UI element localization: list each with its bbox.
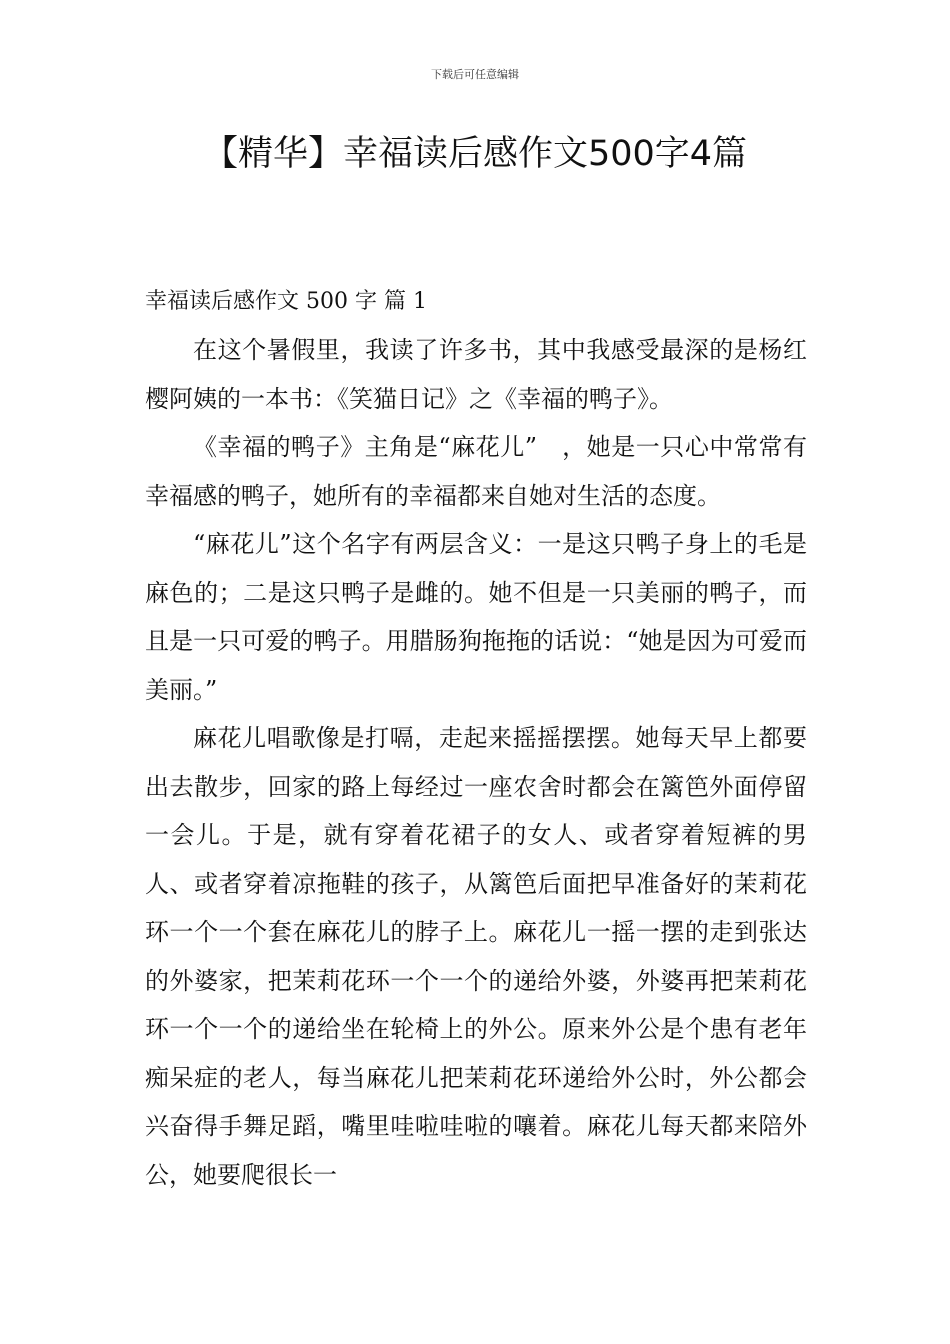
section-heading: 幸福读后感作文 500 字 篇 1 [145,289,427,314]
paragraph-4: 麻花儿唱歌像是打嗝，走起来摇摇摆摆。她每天早上都要出去散步，回家的路上每经过一座农舍时都会在篱笆外面停留一会儿。于是，就有穿着花裙子的女人、或者穿着短裤的男人、或者穿着凉拖鞋的孩子，从篱笆后面把早准备好的茉莉花环一个一个套在麻花儿的脖子上。麻花儿一摇一摆的走到张达的外婆家，把茉莉花环一个一个的递给外婆，外婆再把茉莉花环一个一个的递给坐在轮椅上的外公。原来外公是个患有老年痴呆症的老人，每当麻花儿把茉莉花环递给外公时，外公都会兴奋得手舞足蹈，嘴里哇啦哇啦的嚷着。麻花儿每天都来陪外公，她要爬很长一 [145,724,807,1189]
paragraph-2: 《幸福的鸭子》主角是“麻花儿” ，她是一只心中常常有幸福感的鸭子，她所有的幸福都来自她对生活的态度。 [145,433,807,510]
paragraph-3: “麻花儿”这个名字有两层含义：一是这只鸭子身上的毛是麻色的；二是这只鸭子是雌的。她不但是一只美丽的鸭子，而且是一只可爱的鸭子。用腊肠狗拖拖的话说：“她是因为可爱而美丽。” [145,530,807,704]
header-note: 下载后可任意编辑 [431,68,519,81]
paragraph-1: 在这个暑假里，我读了许多书，其中我感受最深的是杨红樱阿姨的一本书：《笑猫日记》之《幸福的鸭子》。 [145,336,807,413]
document-body [145,278,807,1199]
document-title: 【精华】幸福读后感作文500字4篇 [202,134,748,174]
